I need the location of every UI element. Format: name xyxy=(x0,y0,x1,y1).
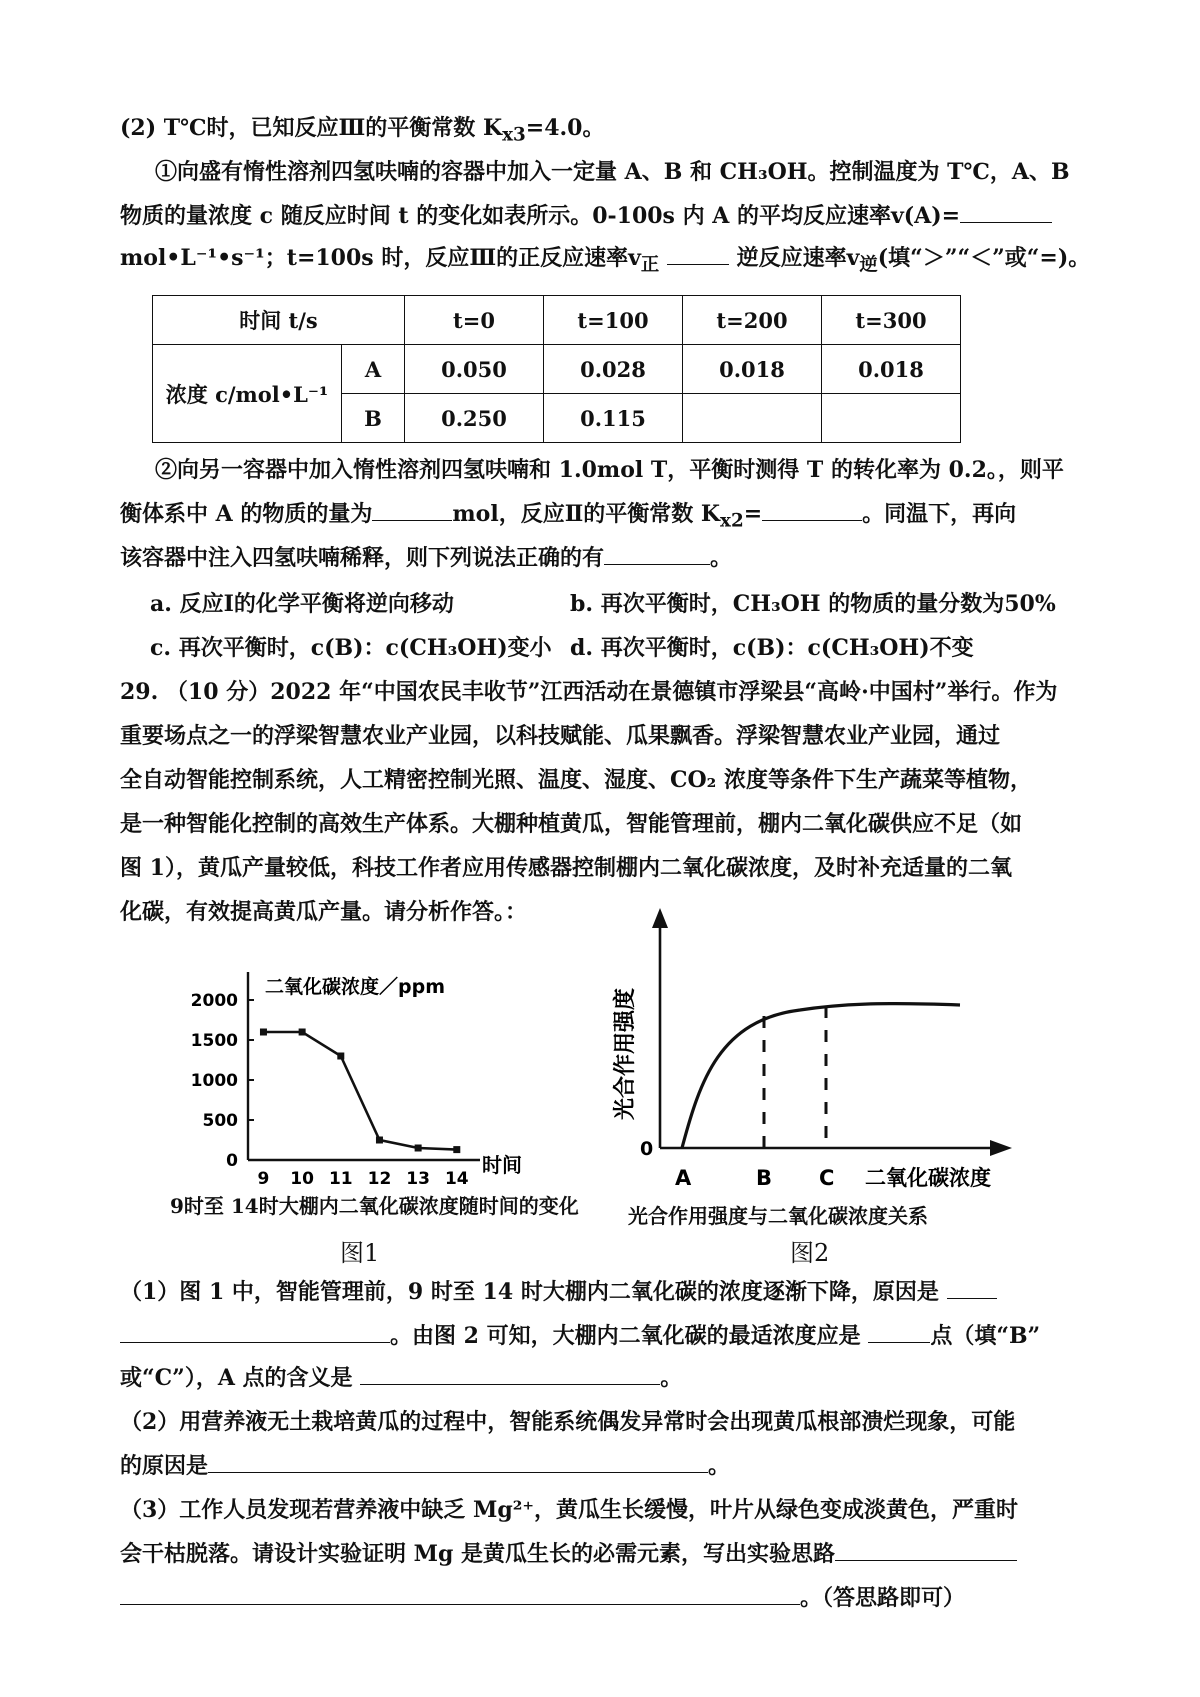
table-cell: 0.050 xyxy=(405,345,544,394)
concentration-table xyxy=(152,295,961,443)
table-species-a: A xyxy=(342,345,405,394)
fig1-data-point xyxy=(415,1145,422,1152)
fig1-ylabel: 二氧化碳浓度／ppm xyxy=(265,976,445,998)
q28-p2-line3-text: 该容器中注入四氢呋喃稀释，则下列说法正确的有 xyxy=(120,545,605,571)
subq1-line3 xyxy=(120,1358,1070,1398)
answer-blank-experiment-start[interactable] xyxy=(835,1534,1017,1561)
subq2-line2-text: 的原因是 xyxy=(120,1453,209,1479)
q28-p2-line2 xyxy=(120,494,1070,541)
q28-intro-end: =4.0。 xyxy=(525,115,605,141)
option-c: c. 再次平衡时，c(B)：c(CH₃OH)变小 xyxy=(150,635,552,661)
subq3-line3 xyxy=(120,1578,1070,1618)
fig2-ylabel: 光合作用强度 xyxy=(613,987,638,1120)
fig2-curve xyxy=(682,1004,960,1148)
q28-p2-line3-end: 。 xyxy=(710,545,733,571)
answer-blank-a-meaning[interactable] xyxy=(360,1358,660,1385)
subq2-line2-end: 。 xyxy=(708,1453,731,1479)
fig1-data-point xyxy=(453,1146,460,1153)
answer-blank-moles[interactable] xyxy=(372,494,452,521)
table-cell: 0.115 xyxy=(544,394,683,443)
subq1-line1 xyxy=(120,1272,1070,1312)
subq1-line3-text: 或“C”），A 点的含义是 xyxy=(120,1365,353,1391)
table-cell: 0.250 xyxy=(405,394,544,443)
option-b: b. 再次平衡时，CH₃OH 的物质的量分数为50% xyxy=(570,591,1056,617)
fig1-ytick-label: 500 xyxy=(202,1111,238,1131)
fig1-data-point xyxy=(299,1029,306,1036)
answer-blank-reason-start[interactable] xyxy=(947,1272,997,1299)
subq1-line3-end: 。 xyxy=(660,1365,683,1391)
q28-p2-line2-text: 衡体系中 A 的物质的量为 xyxy=(120,501,373,527)
answer-blank-rate[interactable] xyxy=(960,196,1052,223)
subq1-line2-text: 。由图 2 可知，大棚内二氧化碳的最适浓度应是 xyxy=(390,1323,861,1349)
fig2-caption: 光合作用强度与二氧化碳浓度关系 xyxy=(628,1204,928,1228)
fig1-label: 图1 xyxy=(340,1239,380,1267)
fig1-xtick-label: 14 xyxy=(444,1169,469,1189)
q28-p2-line2-text3: 。同温下，再向 xyxy=(862,501,1017,527)
subq2-line2 xyxy=(120,1446,1070,1486)
q28-p2-line3 xyxy=(120,538,1070,578)
table-header-time: 时间 t/s xyxy=(153,296,405,345)
subq3-line2-text: 会干枯脱落。请设计实验证明 Mg 是黄瓜生长的必需元素，写出实验思路 xyxy=(120,1541,836,1567)
table-row xyxy=(153,345,961,394)
answer-blank-options[interactable] xyxy=(604,538,710,565)
q28-p2-line1: ②向另一容器中加入惰性溶剂四氢呋喃和 1.0mol T，平衡时测得 T 的转化率为 0.2。，则平 xyxy=(155,457,1064,483)
table-cell xyxy=(683,394,822,443)
answer-blank-kx2[interactable] xyxy=(762,494,862,521)
fig1-caption: 9时至 14时大棚内二氧化碳浓度随时间的变化 xyxy=(170,1194,579,1218)
table-cell xyxy=(822,394,961,443)
fig1-ytick-label: 2000 xyxy=(190,991,238,1011)
figure-2-chart xyxy=(600,900,1070,1200)
q28-sub-reverse: 逆 xyxy=(859,254,878,276)
q29-line1: 29. （10 分）2022 年“中国农民丰收节”江西活动在景德镇市浮梁县“高岭·中国村”举行。作为 xyxy=(120,679,1058,705)
fig1-data-point xyxy=(337,1053,344,1060)
fig1-xlabel: 时间 xyxy=(482,1153,522,1177)
fig1-ytick-label: 1500 xyxy=(190,1031,238,1051)
q28-p2-equals: = xyxy=(743,501,763,527)
subq1-line1-text: （1）图 1 中，智能管理前，9 时至 14 时大棚内二氧化碳的浓度逐渐下降，原因是 xyxy=(120,1279,939,1305)
table-row xyxy=(153,296,961,345)
fig1-ytick-label: 0 xyxy=(226,1151,238,1171)
fig1-series-line xyxy=(263,1032,456,1150)
option-d: d. 再次平衡时，c(B)：c(CH₃OH)不变 xyxy=(570,635,974,661)
table-header-t300: t=300 xyxy=(822,296,961,345)
q28-intro-sub: x3 xyxy=(502,124,526,146)
fig1-xtick-label: 9 xyxy=(257,1169,270,1189)
answer-blank-point[interactable] xyxy=(868,1316,930,1343)
table-header-t0: t=0 xyxy=(405,296,544,345)
fig2-label: 图2 xyxy=(790,1239,830,1267)
q28-p1-line3-text: mol•L⁻¹•s⁻¹；t=100s 时，反应Ⅲ的正反应速率v xyxy=(120,245,641,271)
fig1-data-point xyxy=(376,1137,383,1144)
q28-p1-line1: ①向盛有惰性溶剂四氢呋喃的容器中加入一定量 A、B 和 CH₃OH。控制温度为 T℃，A、B xyxy=(155,159,1070,185)
figure-1-chart xyxy=(170,960,550,1190)
fig2-x-arrow xyxy=(990,1140,1012,1156)
subq2-line1: （2）用营养液无土栽培黄瓜的过程中，智能系统偶发异常时会出现黄瓜根部溃烂现象，可能 xyxy=(120,1409,1016,1435)
answer-blank-reason[interactable] xyxy=(120,1316,390,1343)
subq3-line1: （3）工作人员发现若营养液中缺乏 Mg²⁺，黄瓜生长缓慢，叶片从绿色变成淡黄色，严重时 xyxy=(120,1497,1018,1523)
q29-line3: 全自动智能控制系统，人工精密控制光照、温度、湿度、CO₂ 浓度等条件下生产蔬菜等植物， xyxy=(120,767,1032,793)
q28-p1-line2 xyxy=(120,196,1070,236)
fig1-xtick-label: 12 xyxy=(367,1169,392,1189)
subq3-line3-end: 。（答思路即可） xyxy=(800,1585,966,1611)
q29-line5: 图 1），黄瓜产量较低，科技工作者应用传感器控制棚内二氧化碳浓度，及时补充适量的二氧 xyxy=(120,855,1012,881)
option-a: a. 反应Ⅰ的化学平衡将逆向移动 xyxy=(150,591,454,617)
q29-line2: 重要场点之一的浮梁智慧农业产业园，以科技赋能、瓜果飘香。浮梁智慧农业产业园，通过 xyxy=(120,723,1001,749)
q28-intro-text: (2) T℃时，已知反应Ⅲ的平衡常数 K xyxy=(120,115,503,141)
q29-line6: 化碳，有效提高黄瓜产量。请分析作答。： xyxy=(120,899,528,925)
q28-p1-line3-text3: (填“＞”“＜”或“=)。 xyxy=(877,245,1091,271)
fig2-origin: 0 xyxy=(640,1138,654,1160)
q28-sub-forward: 正 xyxy=(640,254,660,276)
table-row-label: 浓度 c/mol•L⁻¹ xyxy=(153,345,342,443)
q28-p2-line2-text2: mol，反应Ⅱ的平衡常数 K xyxy=(452,501,721,527)
q28-intro xyxy=(120,108,1070,155)
fig1-xtick-label: 10 xyxy=(290,1169,314,1189)
subq1-line2-text2: 点（填“B” xyxy=(930,1323,1041,1349)
answer-blank-compare[interactable] xyxy=(667,238,729,265)
table-cell: 0.018 xyxy=(683,345,822,394)
subq1-line2 xyxy=(120,1316,1070,1356)
table-cell: 0.018 xyxy=(822,345,961,394)
fig2-point-c: C xyxy=(819,1166,835,1190)
table-header-t200: t=200 xyxy=(683,296,822,345)
q28-p1-line3 xyxy=(120,238,1091,285)
fig2-xlabel: 二氧化碳浓度 xyxy=(865,1166,991,1190)
fig1-xtick-label: 13 xyxy=(406,1169,430,1189)
table-header-t100: t=100 xyxy=(544,296,683,345)
fig1-ytick-label: 1000 xyxy=(190,1071,238,1091)
q28-sub-kx2: x2 xyxy=(720,510,744,532)
table-cell: 0.028 xyxy=(544,345,683,394)
fig1-data-point xyxy=(260,1029,267,1036)
fig2-y-arrow xyxy=(652,908,668,928)
q28-p1-line3-text2: 逆反应速率v xyxy=(736,245,860,271)
table-species-b: B xyxy=(342,394,405,443)
fig1-xtick-label: 11 xyxy=(328,1169,353,1189)
q29-line4: 是一种智能化控制的高效生产体系。大棚种植黄瓜，智能管理前，棚内二氧化碳供应不足（如 xyxy=(120,811,1023,837)
subq3-line2 xyxy=(120,1534,1070,1574)
answer-blank-root-rot[interactable] xyxy=(208,1446,708,1473)
q28-p1-line2-text: 物质的量浓度 c 随反应时间 t 的变化如表所示。0-100s 内 A 的平均反应速率v(A)= xyxy=(120,203,961,229)
fig2-point-b: B xyxy=(756,1166,773,1190)
answer-blank-experiment[interactable] xyxy=(120,1578,800,1605)
fig2-point-a: A xyxy=(675,1166,692,1190)
